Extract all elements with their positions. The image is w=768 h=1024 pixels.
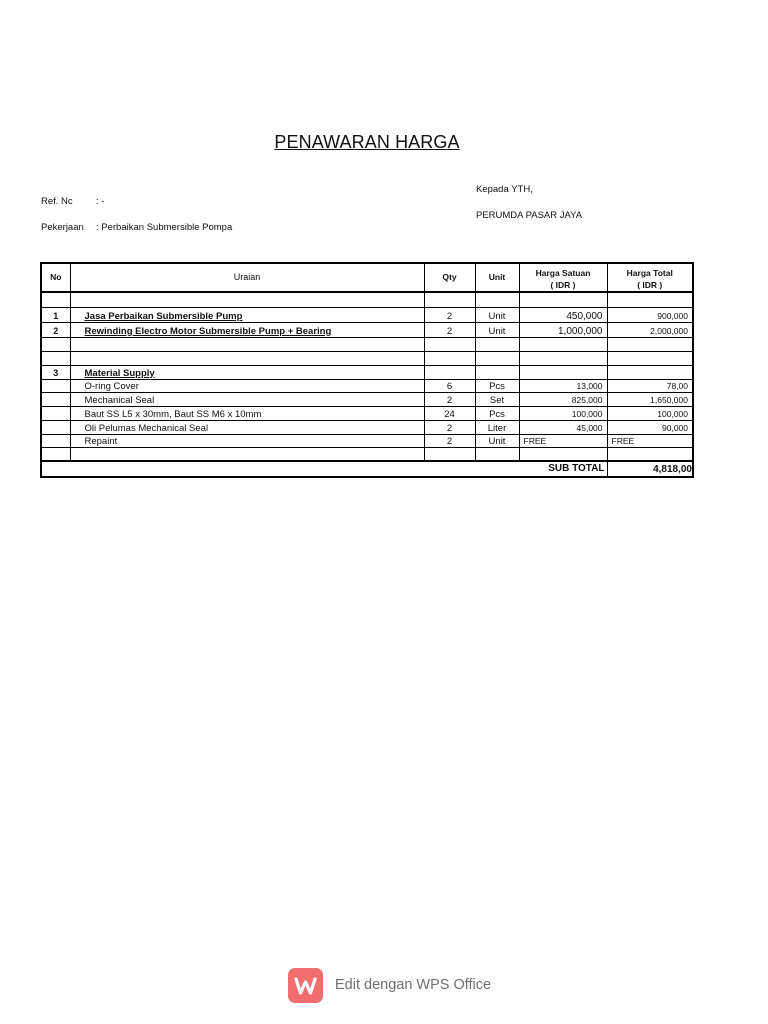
- cell-no: [41, 337, 70, 351]
- cell-unit: [475, 337, 519, 351]
- table-row: [41, 365, 693, 379]
- cell-uraian: Mechanical Seal: [70, 392, 424, 406]
- cell-qty: [424, 292, 475, 307]
- cell-uraian: [70, 447, 424, 461]
- cell-harga-total: [607, 292, 693, 307]
- job-value: : Perbaikan Submersible Pompa: [96, 222, 233, 233]
- cell-no: [41, 447, 70, 461]
- subtotal-value: 4,818,00: [607, 461, 693, 477]
- cell-unit: [475, 351, 519, 365]
- cell-unit: Pcs: [475, 379, 519, 392]
- cell-unit: Liter: [475, 420, 519, 434]
- cell-unit: [475, 365, 519, 379]
- cell-harga-satuan: [519, 337, 607, 351]
- cell-harga-total: 100,000: [607, 406, 693, 420]
- table-header-row: [41, 263, 693, 292]
- cell-harga-satuan: [519, 351, 607, 365]
- table-row: [41, 406, 693, 420]
- cell-harga-total: FREE: [607, 434, 693, 447]
- header-qty: Qty: [424, 263, 475, 292]
- cell-qty: 2: [424, 392, 475, 406]
- cell-harga-total: 2,000,000: [607, 322, 693, 337]
- cell-qty: 6: [424, 379, 475, 392]
- cell-no: [41, 406, 70, 420]
- cell-harga-total: 90,000: [607, 420, 693, 434]
- cell-uraian: Rewinding Electro Motor Submersible Pump + Bearing: [70, 322, 424, 337]
- table-row: [41, 392, 693, 406]
- cell-uraian: Oli Pelumas Mechanical Seal: [70, 420, 424, 434]
- cell-harga-total: [607, 365, 693, 379]
- table-row: [41, 379, 693, 392]
- cell-harga-satuan: 450,000: [519, 307, 607, 322]
- cell-harga-satuan: [519, 447, 607, 461]
- cell-harga-total: 900,000: [607, 307, 693, 322]
- table-row: [41, 420, 693, 434]
- cell-harga-total: [607, 351, 693, 365]
- header-harga-total: [607, 263, 693, 292]
- table-row: [41, 447, 693, 461]
- cell-qty: [424, 365, 475, 379]
- cell-qty: [424, 447, 475, 461]
- cell-harga-total: 78,00: [607, 379, 693, 392]
- wps-w-glyph-icon: [288, 968, 323, 1003]
- ref-value: : -: [96, 196, 105, 207]
- header-unit: Unit: [475, 263, 519, 292]
- cell-qty: 2: [424, 307, 475, 322]
- cell-harga-total: 1,650,000: [607, 392, 693, 406]
- header-harga-total-currency: ( IDR ): [637, 280, 663, 290]
- cell-qty: [424, 351, 475, 365]
- cell-qty: 2: [424, 322, 475, 337]
- cell-unit: [475, 447, 519, 461]
- recipient-greeting: Kepada YTH,: [476, 184, 533, 195]
- cell-uraian: Repaint: [70, 434, 424, 447]
- cell-qty: [424, 337, 475, 351]
- cell-harga-total: [607, 447, 693, 461]
- header-harga-satuan: [519, 263, 607, 292]
- cell-harga-satuan: 825,000: [519, 392, 607, 406]
- cell-no: [41, 379, 70, 392]
- table-row: [41, 434, 693, 447]
- cell-harga-satuan: [519, 292, 607, 307]
- quotation-table: [40, 262, 694, 478]
- cell-uraian: Baut SS L5 x 30mm, Baut SS M6 x 10mm: [70, 406, 424, 420]
- table-body: [41, 292, 693, 461]
- cell-no: [41, 351, 70, 365]
- cell-no: [41, 434, 70, 447]
- cell-uraian: Material Supply: [70, 365, 424, 379]
- cell-unit: Unit: [475, 322, 519, 337]
- cell-no: [41, 392, 70, 406]
- cell-no: 3: [41, 365, 70, 379]
- edit-with-wps-link[interactable]: Edit dengan WPS Office: [335, 977, 492, 993]
- table-row: [41, 307, 693, 322]
- table-row: [41, 292, 693, 307]
- cell-uraian: [70, 337, 424, 351]
- cell-no: 1: [41, 307, 70, 322]
- cell-no: [41, 292, 70, 307]
- job-label: Pekerjaan: [41, 222, 84, 233]
- recipient-name: PERUMDA PASAR JAYA: [476, 210, 583, 221]
- header-harga-satuan-currency: ( IDR ): [550, 280, 576, 290]
- cell-harga-satuan: [519, 365, 607, 379]
- cell-harga-satuan: 100,000: [519, 406, 607, 420]
- cell-unit: Set: [475, 392, 519, 406]
- header-no: No: [41, 263, 70, 292]
- cell-unit: [475, 292, 519, 307]
- cell-qty: 2: [424, 434, 475, 447]
- cell-qty: 24: [424, 406, 475, 420]
- table-row: [41, 322, 693, 337]
- ref-label: Ref. Nc: [41, 196, 73, 207]
- subtotal-row: [41, 461, 693, 477]
- cell-harga-satuan: 13,000: [519, 379, 607, 392]
- cell-no: 2: [41, 322, 70, 337]
- document-title: PENAWARAN HARGA: [274, 132, 460, 152]
- cell-no: [41, 420, 70, 434]
- header-uraian: Uraian: [70, 263, 424, 292]
- cell-uraian: O-ring Cover: [70, 379, 424, 392]
- cell-uraian: [70, 351, 424, 365]
- cell-unit: Unit: [475, 434, 519, 447]
- cell-harga-satuan: FREE: [519, 434, 607, 447]
- wps-office-logo-icon[interactable]: [288, 968, 323, 1003]
- table-row: [41, 337, 693, 351]
- cell-unit: Unit: [475, 307, 519, 322]
- cell-harga-total: [607, 337, 693, 351]
- cell-uraian: Jasa Perbaikan Submersible Pump: [70, 307, 424, 322]
- header-harga-satuan-title: Harga Satuan: [535, 268, 591, 278]
- header-harga-total-title: Harga Total: [626, 268, 673, 278]
- cell-qty: 2: [424, 420, 475, 434]
- cell-harga-satuan: 45,000: [519, 420, 607, 434]
- cell-harga-satuan: 1,000,000: [519, 322, 607, 337]
- table-row: [41, 351, 693, 365]
- subtotal-label: SUB TOTAL: [41, 461, 607, 477]
- cell-uraian: [70, 292, 424, 307]
- cell-unit: Pcs: [475, 406, 519, 420]
